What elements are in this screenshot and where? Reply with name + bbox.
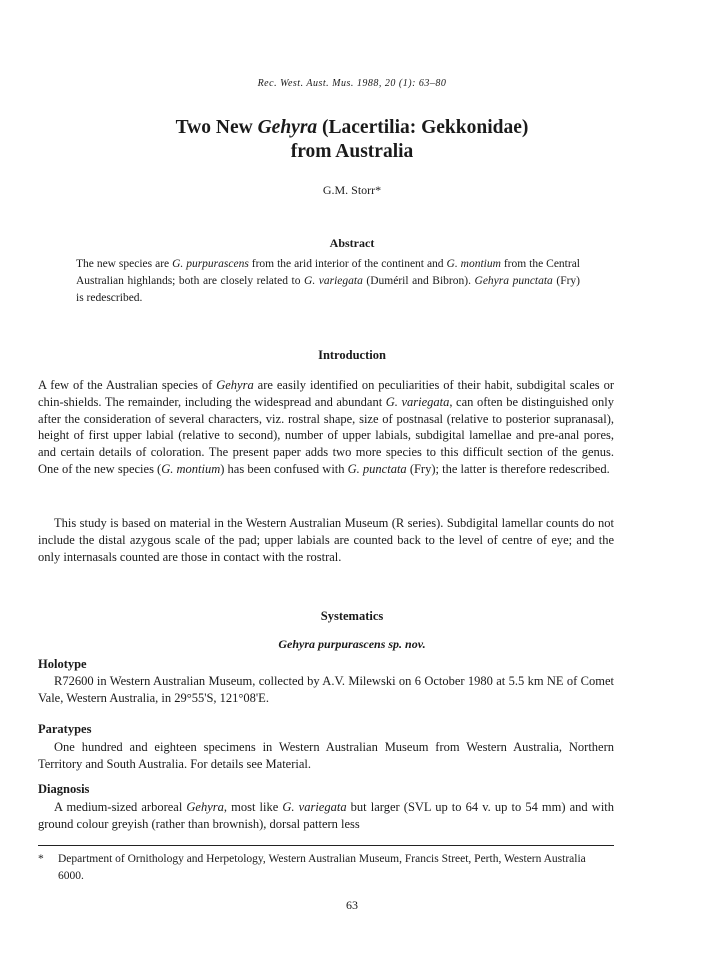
author: G.M. Storr* [322, 183, 382, 197]
species-heading: Gehyra purpurascens sp. nov. [278, 637, 426, 651]
footnote-rule [38, 845, 614, 846]
footnote [38, 851, 614, 885]
abstract-part: from the Central Australian highlands; both are closely related to [76, 258, 580, 287]
diagnosis-part: , most like [223, 800, 283, 814]
intro-part: (Fry); the latter is therefore redescribed. [406, 461, 610, 476]
intro-species: G. variegata [385, 394, 450, 409]
title-line2: from Australia [290, 141, 414, 162]
introduction-heading: Introduction [318, 348, 386, 362]
page-number: 63 [346, 898, 358, 912]
abstract-part: The new species are [76, 258, 173, 270]
intro-part: are easily identified on peculiarities of their habit, subdigital scales or chin-shields. The remainder, including the widespread and abundant [38, 378, 614, 409]
abstract-heading: Abstract [329, 236, 375, 250]
abstract-part: (Fry) is redescribed. [76, 275, 581, 304]
diagnosis-species: G. variegata [282, 800, 347, 814]
intro-genus: Gehyra [216, 378, 254, 392]
intro-part: , can often be distinguished only after the consideration of several characters, viz. rostral shape, size of postnasal (relative to posterior supranasal), height of first upper labial (relative to second), number of upper labials, subdigital lamellae and pre-anal pores, and certain details of coloration. The present paper adds two more species to this difficult section of the genus. One of the new species ( [38, 394, 614, 476]
diagnosis-part: but larger (SVL up to 64 v. up to 54 mm) and with ground colour greyish (rather than brownish), dorsal pattern less [38, 800, 615, 831]
abstract-species: G. montium [446, 258, 501, 270]
intro-part: ) has been confused with [220, 461, 348, 476]
intro-species: G. montium [161, 461, 221, 476]
abstract-part: from the arid interior of the continent and [248, 258, 447, 270]
diagnosis-heading: Diagnosis [38, 782, 90, 796]
footnote-mark: * [38, 853, 44, 865]
abstract-text [76, 256, 580, 307]
abstract-species: G. variegata [304, 275, 363, 287]
holotype-text: R72600 in Western Australian Museum, collected by A.V. Milewski on 6 October 1980 at 5.5 km NE of Comet Vale, Western Australia, in 29°55'S, 121°08'E. [38, 674, 614, 705]
diagnosis-genus: Gehyra [186, 800, 224, 814]
title-post: (Lacertilia: Gekkonidae) [317, 117, 529, 138]
abstract-part: (Duméril and Bibron). [362, 275, 475, 287]
footnote-text: Department of Ornithology and Herpetology, Western Australian Museum, Francis Street, Perth, Western Australia 6000. [58, 853, 586, 882]
title-pre: Two New [175, 117, 258, 138]
paratypes-text: One hundred and eighteen specimens in Western Australian Museum from Western Australia, Northern Territory and South Australia. For details see Material. [38, 740, 614, 771]
diagnosis-text [38, 799, 614, 833]
introduction-paragraph-2: This study is based on material in the Western Australian Museum (R series). Subdigital lamellar counts do not include the distal azygous scale of the pad; upper labials are counted back to the level of centre of eye; and the only internasals counted are those in contact with the rostral. [38, 516, 614, 564]
title-genus: Gehyra [257, 117, 318, 138]
paratypes-heading: Paratypes [38, 722, 92, 736]
systematics-heading: Systematics [320, 609, 384, 623]
paper-title [60, 116, 644, 164]
introduction-paragraph-1 [38, 377, 614, 478]
intro-species: G. punctata [347, 461, 407, 476]
journal-citation: Rec. West. Aust. Mus. 1988, 20 (1): 63–80 [257, 78, 447, 89]
abstract-species: G. purpurascens [172, 258, 249, 270]
intro-part: A few of the Australian species of [38, 378, 217, 392]
abstract-species: Gehyra punctata [474, 275, 553, 287]
holotype-heading: Holotype [38, 657, 87, 671]
diagnosis-part: A medium-sized arboreal [54, 800, 187, 814]
